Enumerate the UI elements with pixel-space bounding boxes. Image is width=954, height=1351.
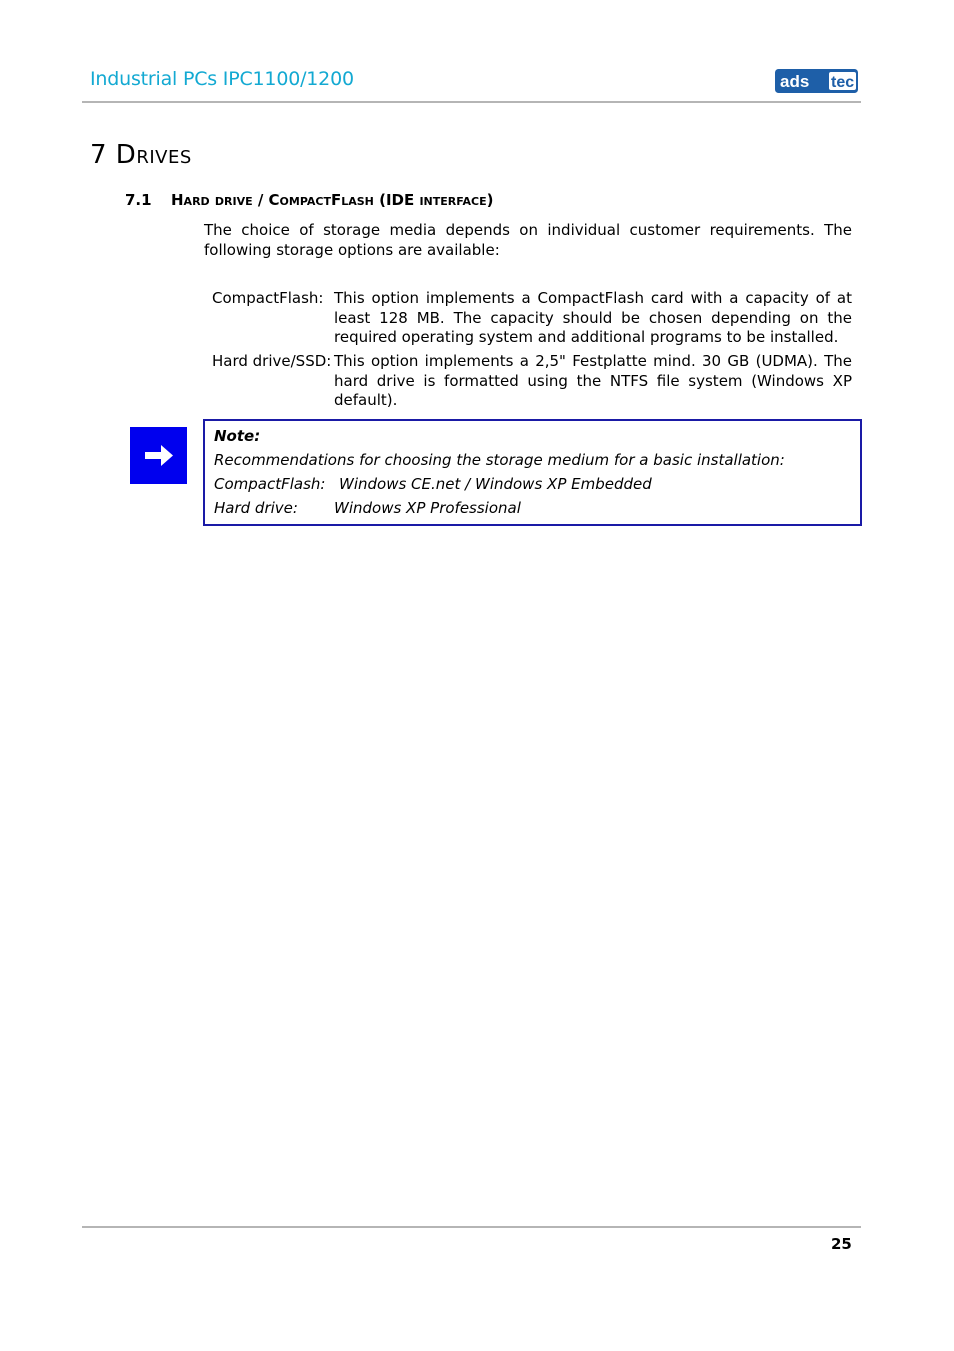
option-hard-drive (212, 352, 852, 411)
section-number: 7.1 (125, 191, 152, 209)
page-number: 25 (831, 1235, 852, 1253)
note-row-value: Windows XP Professional (334, 499, 521, 517)
option-description: This option implements a 2,5" Festplatte mind. 30 GB (UDMA). The hard drive is formatted using the NTFS file system (Windows XP default). (334, 352, 852, 409)
adstec-logo (775, 69, 858, 93)
chapter-title: 7 Drives (90, 140, 192, 170)
note-heading: Note: (214, 427, 261, 445)
note-row-compactflash (214, 475, 652, 493)
option-label: Hard drive/SSD: (212, 352, 332, 370)
option-compactflash (212, 289, 852, 348)
section-title: Hard drive / CompactFlash (IDE interface) (171, 191, 494, 209)
header-title: Industrial PCs IPC1100/1200 (90, 68, 354, 90)
note-text: Recommendations for choosing the storage medium for a basic installation: (214, 451, 785, 469)
option-description: This option implements a CompactFlash card with a capacity of at least 128 MB. The capacity should be chosen depending on the required operating system and additional programs to be installed. (334, 289, 852, 346)
right-arrow-icon (130, 427, 187, 484)
intro-paragraph: The choice of storage media depends on individual customer requirements. The following storage options are available: (204, 221, 852, 259)
arrow-glyph (130, 427, 187, 484)
option-label: CompactFlash: (212, 289, 324, 307)
header-divider (82, 101, 861, 103)
note-row-hard-drive (214, 499, 521, 517)
footer-divider (82, 1226, 861, 1228)
note-row-value: Windows CE.net / Windows XP Embedded (339, 475, 652, 493)
logo-tec-text: tec (831, 74, 855, 91)
logo-ads-text: ads (780, 72, 810, 91)
note-row-label: CompactFlash: (214, 475, 326, 493)
section-heading (125, 191, 493, 209)
note-box (203, 419, 862, 526)
note-row-label: Hard drive: (214, 499, 298, 517)
